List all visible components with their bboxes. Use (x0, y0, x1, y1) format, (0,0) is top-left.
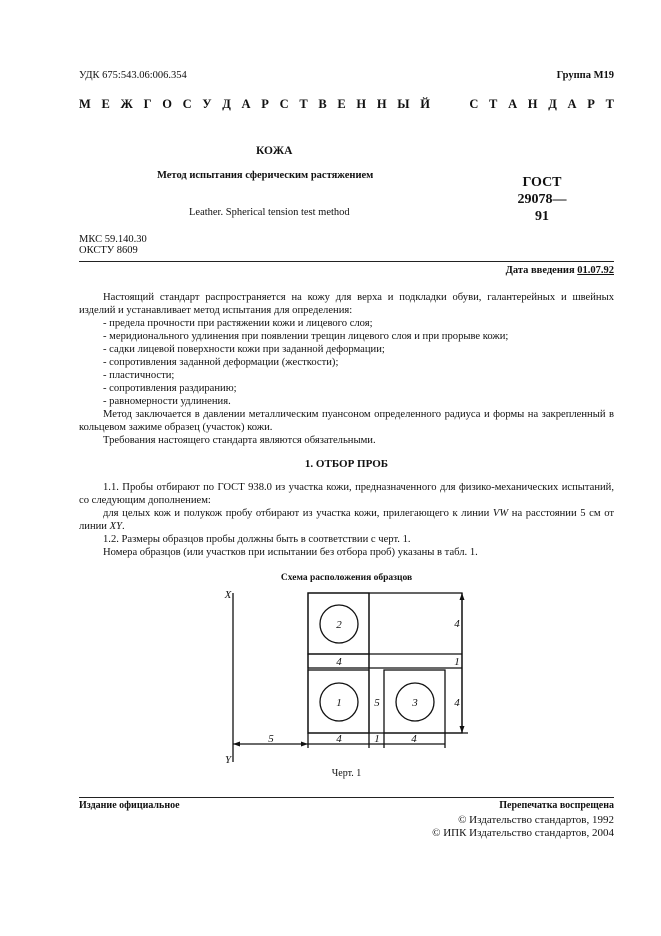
list-item: - меридионального удлинения при появлении трещин лицевого слоя и при прорыве кожи; (103, 331, 509, 342)
list-item: - предела прочности при растяжении кожи и лицевого слоя; (103, 318, 373, 329)
banner-letter: Г (143, 97, 152, 111)
okstu-code: ОКСТУ 8609 (79, 245, 138, 256)
mks-code: МКС 59.140.30 (79, 234, 147, 245)
dimension-label: 1 (454, 656, 460, 668)
banner-letter: В (318, 97, 327, 111)
sample-label-2: 2 (336, 619, 342, 631)
figure-title: Схема расположения образцов (280, 573, 413, 583)
document-title: КОЖА (256, 145, 293, 157)
banner-letter: С (469, 97, 479, 111)
gost-code: 29078—91 (517, 192, 567, 224)
group-code: Группа М19 (556, 70, 614, 81)
banner-letter: Е (337, 97, 346, 111)
dimension-label: 4 (336, 733, 342, 745)
axis-y-label: Y (224, 754, 232, 766)
banner-letter: С (279, 97, 289, 111)
sample-label-1: 1 (336, 697, 342, 709)
banner-letter: Й (420, 97, 430, 111)
paragraph: 1.1. Пробы отбирают по ГОСТ 938.0 из участка кожи, предназначенного для физико-механических испытаний, со следующим дополнением: (79, 482, 614, 506)
line-vw-label: VW (492, 508, 509, 519)
dimension-label: 5 (268, 733, 274, 745)
paragraph: Требования настоящего стандарта являются обязательными. (103, 435, 376, 446)
copyright-2004: © ИПК Издательство стандартов, 2004 (432, 827, 614, 839)
paragraph: Метод заключается в давлении металлическим пуансоном определенного радиуса и формы на закрепленный в кольцевом зажиме образец (участок) кожи. (79, 409, 614, 433)
banner-letter: А (508, 97, 518, 111)
arrow-head (301, 742, 308, 747)
banner-letter: С (182, 97, 192, 111)
arrow-head (460, 593, 465, 600)
paragraph: Настоящий стандарт распространяется на кожу для верха и подкладки обуви, галантерейных и швейных изделий и устанавливает метод испытания для определения: (79, 292, 614, 316)
banner-letter: А (567, 97, 577, 111)
banner-letter: Н (376, 97, 387, 111)
list-item: - сопротивления раздиранию; (103, 383, 237, 394)
dimension-label: 5 (374, 697, 380, 709)
text-fragment: . (122, 521, 125, 532)
list-item: - садки лицевой поверхности кожи при заданной деформации; (103, 344, 385, 355)
figure-caption: Черт. 1 (331, 768, 362, 779)
axis-x-label: X (224, 589, 232, 601)
banner-letter: Р (587, 97, 595, 111)
text-fragment: для целых кож и полукож пробу отбирают из участка кожи, прилегающего к линии (103, 508, 493, 519)
outer-frame (308, 593, 462, 733)
banner-letter: У (202, 97, 212, 111)
text-fragment: на расстоянии 5 см от линии (79, 508, 614, 532)
dimension-label: 4 (454, 618, 460, 630)
arrow-head (460, 726, 465, 733)
banner-letter: Д (548, 97, 557, 111)
paragraph: Номера образцов (или участков при испытании без отбора проб) указаны в табл. 1. (103, 547, 478, 558)
banner-letter: Н (356, 97, 367, 111)
reprint-notice: Перепечатка воспрещена (499, 800, 614, 811)
english-title: Leather. Spherical tension test method (189, 207, 350, 218)
gost-label: ГОСТ (522, 175, 562, 190)
banner-letter: О (162, 97, 172, 111)
document-subtitle: Метод испытания сферическим растяжением (157, 170, 374, 181)
intro-date-value: 01.07.92 (577, 265, 614, 276)
list-item: - сопротивления заданной деформации (жесткости); (103, 357, 339, 368)
banner-letter: Т (299, 97, 308, 111)
dimension-label: 4 (336, 656, 342, 668)
dimension-label: 1 (374, 733, 380, 745)
official-edition: Издание официальное (79, 800, 180, 811)
banner-letter: Ы (397, 97, 410, 111)
copyright-1992: © Издательство стандартов, 1992 (458, 814, 614, 826)
list-item: - равномерности удлинения. (103, 396, 231, 407)
banner-letter: А (241, 97, 251, 111)
section-title: 1. ОТБОР ПРОБ (304, 458, 389, 470)
footer-divider (79, 797, 614, 798)
intro-date-label: Дата введения (505, 265, 578, 276)
banner-letter: М (79, 97, 91, 111)
dimension-label: 4 (411, 733, 417, 745)
arrow-head (233, 742, 240, 747)
banner-letter: Д (222, 97, 231, 111)
banner-letter: Т (605, 97, 614, 111)
banner-letter: Р (261, 97, 269, 111)
banner-letter: Т (489, 97, 498, 111)
banner-letter: Н (527, 97, 538, 111)
banner-letter: Ж (120, 97, 133, 111)
list-item: - пластичности; (103, 370, 175, 381)
sample-label-3: 3 (412, 697, 418, 709)
udk-code: УДК 675:543.06:006.354 (79, 70, 187, 81)
line-xy-label: XY (109, 521, 122, 532)
paragraph: 1.2. Размеры образцов пробы должны быть в соответствии с черт. 1. (103, 534, 411, 545)
banner-letter: Е (101, 97, 110, 111)
dimension-label: 4 (454, 697, 460, 709)
